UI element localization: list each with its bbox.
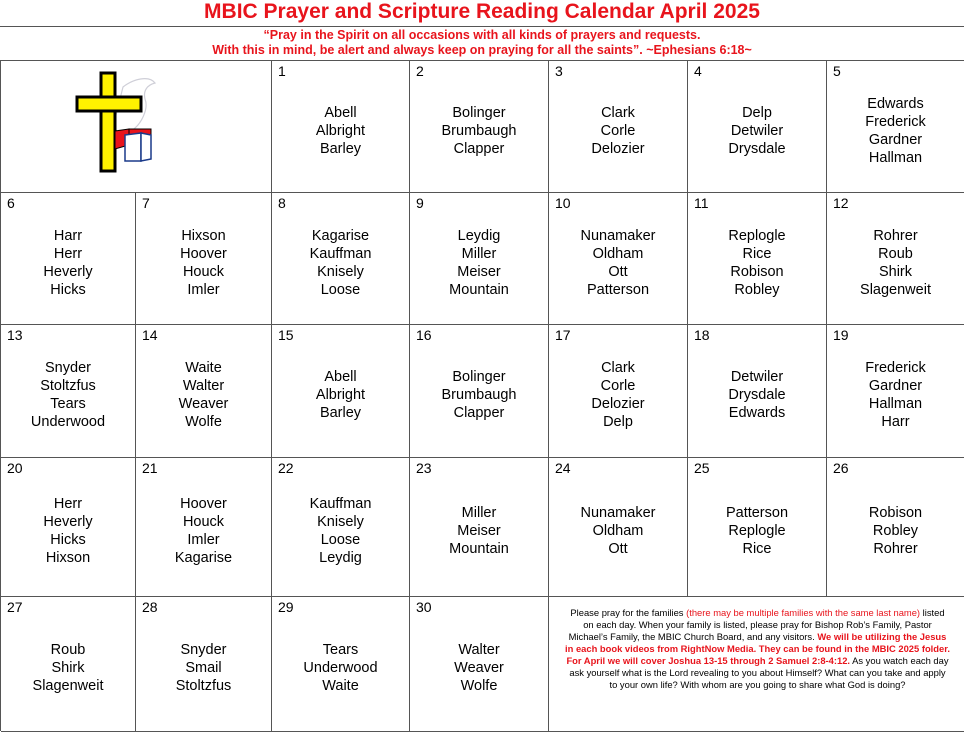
family-name: Hixson [45,550,91,566]
family-name: Herr [53,496,83,512]
family-name: Leydig [319,550,362,566]
family-name: Delozier [591,141,645,157]
day-cell-29 [272,597,410,732]
family-name: Imler [187,282,220,298]
day-cell-11 [688,193,827,325]
verse-line-1: “Pray in the Spirit on all occasions with all kinds of prayers and requests. [263,28,701,42]
family-name: Detwiler [730,369,784,385]
family-name: Slagenweit [32,678,104,694]
day-number: 5 [833,63,841,79]
family-name: Clark [601,105,635,121]
day-number: 28 [142,599,158,615]
family-name: Waite [185,360,222,376]
day-number: 25 [694,460,710,476]
family-name: Kauffman [309,246,372,262]
family-names [688,104,826,158]
family-names [549,104,687,158]
family-names [827,504,964,558]
family-name: Mountain [449,541,509,557]
instructions-part3: listed on each day. When your family is listed, please pray for Bishop Rob’s Family, Pastor Michael’s Family, the MBIC Church Board, and any visitors. [568,607,945,642]
family-name: Stoltzfus [175,678,232,694]
day-cell-16 [410,325,549,458]
family-name: Walter [182,378,225,394]
family-name: Heverly [43,514,93,530]
cross-dove-bible-icon [71,69,161,179]
family-name: Meiser [457,264,501,280]
family-name: Rohrer [873,228,918,244]
day-number: 15 [278,327,294,343]
day-number: 6 [7,195,15,211]
family-name: Leydig [457,228,501,244]
day-cell-10 [549,193,688,325]
family-names [827,359,964,431]
family-name: Houck [182,264,225,280]
family-name: Weaver [178,396,229,412]
day-number: 23 [416,460,432,476]
family-name: Delp [603,414,633,430]
family-names [272,641,409,695]
family-names [1,641,135,695]
calendar-grid [0,60,964,731]
family-name: Delp [742,105,772,121]
day-number: 27 [7,599,23,615]
family-names [410,104,548,158]
family-name: Tears [322,642,359,658]
family-name: Kagarise [311,228,370,244]
day-number: 9 [416,195,424,211]
family-names [549,359,687,431]
family-name: Rice [742,541,772,557]
family-name: Robley [872,523,919,539]
day-number: 26 [833,460,849,476]
family-name: Wolfe [185,414,222,430]
family-name: Loose [320,282,361,298]
instructions-part1: Please pray for the families [570,607,687,618]
instructions-part2: (there may be multiple families with the same last name) [686,607,921,618]
family-name: Hixson [181,228,226,244]
family-name: Abell [324,105,357,121]
family-names [827,227,964,299]
day-number: 30 [416,599,432,615]
day-cell-22 [272,458,410,597]
family-name: Wolfe [460,678,498,694]
family-names [410,227,548,299]
family-names [1,495,135,567]
family-name: Gardner [868,132,923,148]
family-name: Ott [608,264,628,280]
day-number: 7 [142,195,150,211]
day-cell-9 [410,193,549,325]
day-cell-27 [1,597,136,732]
family-name: Oldham [592,523,644,539]
day-cell-18 [688,325,827,458]
family-name: Harr [53,228,83,244]
family-name: Ott [608,541,628,557]
day-number: 20 [7,460,23,476]
family-names [136,641,271,695]
family-name: Patterson [725,505,789,521]
day-number: 17 [555,327,571,343]
family-name: Bolinger [452,105,506,121]
family-name: Herr [53,246,83,262]
family-name: Hicks [50,282,86,298]
family-name: Edwards [728,405,786,421]
family-name: Patterson [586,282,650,298]
family-name: Slagenweit [860,282,931,298]
day-cell-5 [827,61,964,193]
family-name: Weaver [454,660,504,676]
family-name: Heverly [43,264,93,280]
day-cell-6 [1,193,136,325]
day-number: 4 [694,63,702,79]
family-name: Clapper [453,141,505,157]
day-cell-21 [136,458,272,597]
family-names [549,504,687,558]
family-name: Brumbaugh [441,387,517,403]
instructions-part4: We will be utilizing the Jesus in each book videos from RightNow Media. They can be found in the MBIC 2025 folder. For April we will cover Joshua 13-15 through 2 Samuel 2:8-4:12. [565,631,950,666]
family-name: Harr [881,414,910,430]
family-name: Hicks [50,532,86,548]
family-name: Hallman [868,150,923,166]
family-name: Smail [185,660,222,676]
family-name: Robison [868,505,923,521]
family-name: Tears [50,396,86,412]
family-name: Snyder [180,642,227,658]
day-number: 21 [142,460,158,476]
family-name: Frederick [865,360,926,376]
day-number: 12 [833,195,849,211]
family-names [136,495,271,567]
family-names [688,227,826,299]
family-name: Imler [187,532,220,548]
family-name: Stoltzfus [40,378,96,394]
family-name: Miller [461,246,497,262]
family-name: Clark [601,360,635,376]
day-number: 11 [694,195,709,211]
day-number: 29 [278,599,294,615]
family-name: Corle [600,123,636,139]
family-names [410,641,548,695]
family-name: Gardner [868,378,923,394]
family-names [136,359,271,431]
family-name: Rice [742,246,772,262]
day-cell-4 [688,61,827,193]
family-name: Clapper [453,405,505,421]
day-cell-14 [136,325,272,458]
family-names [272,495,409,567]
family-names [688,368,826,422]
day-cell-2 [410,61,549,193]
day-number: 22 [278,460,294,476]
family-name: Albright [315,387,366,403]
day-number: 18 [694,327,710,343]
scripture-verse [0,28,964,58]
day-number: 16 [416,327,432,343]
day-cell-12 [827,193,964,325]
family-names [410,504,548,558]
family-name: Nunamaker [580,505,656,521]
family-name: Shirk [878,264,913,280]
day-cell-28 [136,597,272,732]
family-name: Delozier [591,396,645,412]
title-divider [0,26,964,27]
instructions-part5: As you watch each day ask yourself what is the Lord revealing to you about Himself? What can you take and apply to your own life? With whom are you going to share what God is doing? [569,655,949,690]
family-name: Drysdale [728,387,786,403]
family-name: Bolinger [452,369,506,385]
family-name: Roub [50,642,86,658]
family-name: Robison [730,264,784,280]
family-names [272,368,409,422]
day-cell-8 [272,193,410,325]
family-name: Kauffman [309,496,372,512]
family-names [410,368,548,422]
day-number: 3 [555,63,563,79]
family-name: Barley [319,405,362,421]
family-name: Underwood [303,660,378,676]
calendar-title: MBIC Prayer and Scripture Reading Calendar April 2025 [204,0,760,23]
family-name: Drysdale [728,141,786,157]
family-name: Rohrer [873,541,918,557]
family-name: Hoover [180,246,227,262]
logo-cell [1,61,272,193]
family-names [549,227,687,299]
family-name: Shirk [51,660,85,676]
family-names [272,104,409,158]
day-cell-24 [549,458,688,597]
family-name: Frederick [865,114,926,130]
family-name: Barley [319,141,362,157]
family-name: Albright [315,123,366,139]
family-name: Snyder [45,360,91,376]
instructions-cell [549,597,964,732]
family-names [136,227,271,299]
day-cell-20 [1,458,136,597]
day-cell-19 [827,325,964,458]
family-name: Detwiler [730,123,784,139]
family-name: Kagarise [174,550,233,566]
family-name: Abell [324,369,357,385]
family-name: Corle [600,378,636,394]
family-name: Robley [734,282,780,298]
day-cell-13 [1,325,136,458]
family-name: Waite [322,678,359,694]
day-number: 24 [555,460,571,476]
family-name: Nunamaker [580,228,656,244]
day-cell-26 [827,458,964,597]
day-number: 2 [416,63,424,79]
family-names [827,95,964,167]
family-names [688,504,826,558]
family-name: Loose [320,532,361,548]
family-name: Roub [878,246,913,262]
family-name: Houck [182,514,225,530]
family-name: Miller [461,505,497,521]
family-name: Knisely [317,514,364,530]
verse-line-2: With this in mind, be alert and always keep on praying for all the saints”. ~Ephesians 6:18~ [212,42,752,57]
day-cell-17 [549,325,688,458]
family-names [1,227,135,299]
day-cell-3 [549,61,688,193]
day-cell-23 [410,458,549,597]
family-name: Walter [458,642,500,658]
day-number: 10 [555,195,571,211]
day-number: 13 [7,327,23,343]
family-name: Oldham [592,246,644,262]
family-name: Underwood [30,414,106,430]
day-number: 14 [142,327,158,343]
family-name: Hoover [180,496,227,512]
day-number: 8 [278,195,286,211]
family-name: Knisely [317,264,364,280]
family-name: Replogle [728,228,786,244]
day-cell-1 [272,61,410,193]
day-cell-25 [688,458,827,597]
day-cell-15 [272,325,410,458]
family-name: Brumbaugh [441,123,517,139]
instructions-text [565,607,950,691]
family-name: Replogle [728,523,786,539]
family-names [272,227,409,299]
family-name: Edwards [867,96,924,112]
day-number: 1 [278,63,286,79]
day-cell-7 [136,193,272,325]
day-cell-30 [410,597,549,732]
family-name: Meiser [457,523,501,539]
family-name: Mountain [449,282,509,298]
family-name: Hallman [868,396,923,412]
family-names [1,359,135,431]
day-number: 19 [833,327,849,343]
